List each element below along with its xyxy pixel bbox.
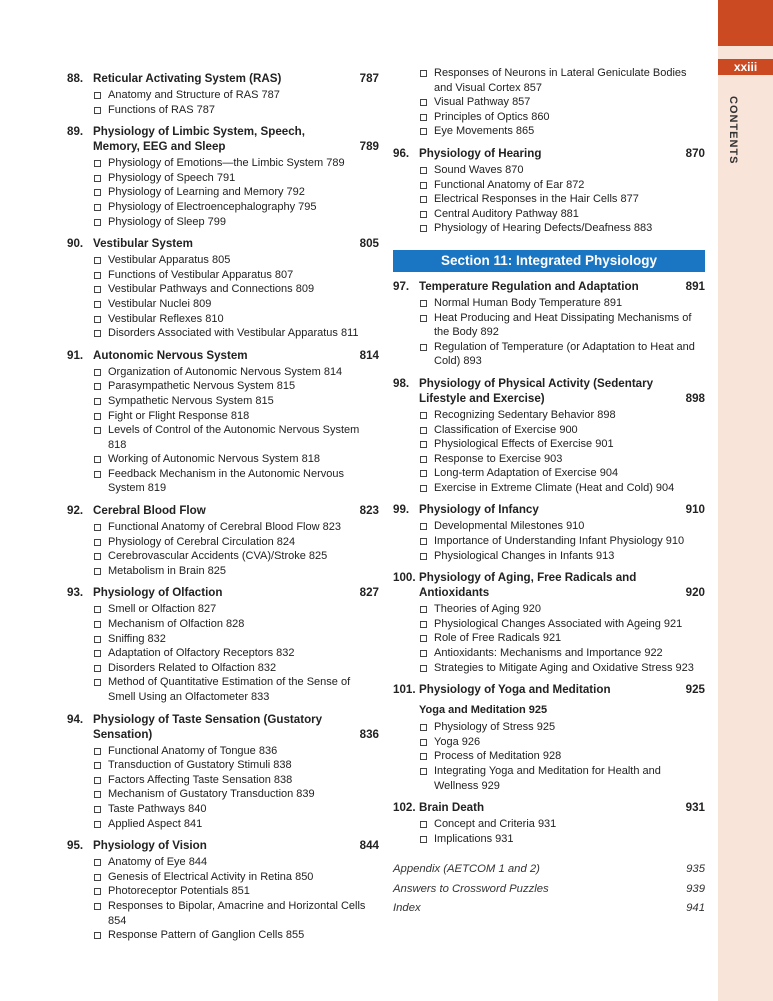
topic-list: [67, 855, 379, 943]
topic-item[interactable]: Exercise in Extreme Climate (Heat and Cold) 904: [419, 481, 705, 496]
topic-item[interactable]: Physiological Changes in Infants 913: [419, 549, 705, 564]
topic-item[interactable]: Concept and Criteria 931: [419, 817, 705, 832]
topic-item[interactable]: Importance of Understanding Infant Physiology 910: [419, 534, 705, 549]
topic-item[interactable]: Developmental Milestones 910: [419, 519, 705, 534]
chapter-number: 89.: [67, 125, 84, 139]
topic-item[interactable]: Physiology of Emotions—the Limbic System 789: [93, 156, 379, 171]
topic-list: [393, 720, 705, 793]
topic-item[interactable]: Recognizing Sedentary Behavior 898: [419, 408, 705, 423]
topic-item[interactable]: Transduction of Gustatory Stimuli 838: [93, 758, 379, 773]
chapter-heading[interactable]: [67, 71, 379, 86]
chapter-title: Reticular Activating System (RAS): [93, 72, 282, 85]
appendix-title: Answers to Crossword Puzzles: [393, 882, 549, 895]
topic-item[interactable]: Strategies to Mitigate Aging and Oxidative Stress 923: [419, 661, 705, 676]
topic-item[interactable]: Physiology of Electroencephalography 795: [93, 200, 379, 215]
topic-item[interactable]: Eye Movements 865: [419, 124, 705, 139]
chapter-heading[interactable]: [393, 376, 705, 406]
topic-item[interactable]: Visual Pathway 857: [419, 95, 705, 110]
topic-list: [393, 602, 705, 675]
topic-item[interactable]: Applied Aspect 841: [93, 817, 379, 832]
topic-item[interactable]: Functional Anatomy of Ear 872: [419, 178, 705, 193]
chapter-page: 805: [359, 237, 379, 251]
chapter-heading[interactable]: [393, 682, 705, 697]
chapter-entry: [67, 71, 379, 117]
chapter-page: 925: [685, 683, 705, 697]
chapter-page: 827: [359, 586, 379, 600]
topic-item[interactable]: Parasympathetic Nervous System 815: [93, 379, 379, 394]
topic-item[interactable]: Functions of Vestibular Apparatus 807: [93, 268, 379, 283]
topic-item[interactable]: Genesis of Electrical Activity in Retina 850: [93, 870, 379, 885]
chapter-title: Vestibular System: [93, 237, 193, 251]
chapter-number: 90.: [67, 237, 84, 251]
chapter-group: [393, 279, 705, 675]
topic-item[interactable]: Anatomy of Eye 844: [93, 855, 379, 870]
chapter-title: Physiology of Yoga and Meditation: [419, 683, 611, 697]
appendix-title: Index: [393, 902, 421, 915]
chapter-number: 91.: [67, 348, 84, 362]
chapter-entry: [67, 585, 379, 704]
appendix-page: 939: [686, 882, 705, 895]
topic-list: [393, 408, 705, 496]
chapter-number: 92.: [67, 504, 84, 518]
topic-item[interactable]: Fight or Flight Response 818: [93, 409, 379, 424]
topic-list: [393, 163, 705, 236]
topic-item[interactable]: Implications 931: [419, 832, 705, 847]
topic-item[interactable]: Functions of RAS 787: [93, 103, 379, 118]
topic-item[interactable]: Response to Exercise 903: [419, 452, 705, 467]
chapter-number: 88.: [67, 72, 84, 85]
chapter-title: Physiology of Olfaction: [93, 586, 223, 600]
chapter-number: 96.: [393, 146, 410, 160]
chapter-number: 102.: [393, 801, 416, 815]
chapter-page: 789: [359, 140, 379, 154]
topic-item[interactable]: Heat Producing and Heat Dissipating Mechanisms of the Body 892: [419, 311, 705, 340]
chapter-number: 101.: [393, 683, 416, 697]
topic-item[interactable]: Electrical Responses in the Hair Cells 877: [419, 192, 705, 207]
appendix-list: [393, 860, 705, 919]
chapter-title: Physiology of Taste Sensation (Gustatory Sensation): [93, 712, 323, 741]
chapter-heading[interactable]: [393, 279, 705, 294]
topic-list: [67, 156, 379, 229]
topic-item[interactable]: Regulation of Temperature (or Adaptation to Heat and Cold) 893: [419, 340, 705, 369]
corner-block: [718, 0, 773, 46]
chapter-entry: [67, 236, 379, 341]
chapter-title: Physiology of Vision: [93, 839, 207, 853]
chapter-title: Physiology of Infancy: [419, 503, 539, 517]
topic-item[interactable]: Vestibular Apparatus 805: [93, 253, 379, 268]
chapter-heading[interactable]: [67, 585, 379, 600]
chapter-entry: [67, 503, 379, 578]
chapter-heading[interactable]: [393, 800, 705, 815]
topic-list: [67, 520, 379, 578]
topic-item[interactable]: Process of Meditation 928: [419, 749, 705, 764]
subheading: Yoga and Meditation 925: [419, 704, 548, 717]
topic-item[interactable]: Levels of Control of the Autonomic Nervous System 818: [93, 423, 379, 452]
chapter-heading[interactable]: [67, 348, 379, 363]
topic-item[interactable]: Physiological Changes Associated with Ageing 921: [419, 617, 705, 632]
chapter-title: Temperature Regulation and Adaptation: [419, 279, 639, 293]
topic-item[interactable]: Responses to Bipolar, Amacrine and Horizontal Cells 854: [93, 899, 379, 928]
chapter-heading[interactable]: [393, 146, 705, 161]
topic-item[interactable]: Functional Anatomy of Cerebral Blood Flow 823: [93, 520, 379, 535]
topic-item[interactable]: Role of Free Radicals 921: [419, 631, 705, 646]
topic-item[interactable]: Working of Autonomic Nervous System 818: [93, 452, 379, 467]
topic-item[interactable]: Disorders Associated with Vestibular Apparatus 811: [93, 326, 379, 341]
topic-item[interactable]: Vestibular Pathways and Connections 809: [93, 282, 379, 297]
topic-list: [67, 253, 379, 341]
topic-list: [67, 602, 379, 704]
topic-item[interactable]: Factors Affecting Taste Sensation 838: [93, 773, 379, 788]
topic-item[interactable]: Functional Anatomy of Tongue 836: [93, 744, 379, 759]
section-banner: Section 11: Integrated Physiology: [393, 250, 705, 272]
chapter-heading[interactable]: [67, 838, 379, 853]
chapter-entry: [393, 502, 705, 563]
appendix-page: 935: [686, 863, 705, 876]
topic-item[interactable]: Method of Quantitative Estimation of the Sense of Smell Using an Olfactometer 833: [93, 675, 379, 704]
chapter-title: Physiology of Physical Activity (Sedentary Lifestyle and Exercise): [419, 376, 654, 405]
chapter-heading[interactable]: [67, 236, 379, 251]
chapter-heading[interactable]: [67, 124, 379, 154]
chapter-number: 94.: [67, 712, 84, 726]
chapter-heading[interactable]: [393, 502, 705, 517]
topic-item[interactable]: Cerebrovascular Accidents (CVA)/Stroke 825: [93, 549, 379, 564]
chapter-number: 100.: [393, 571, 416, 585]
chapter-number: 95.: [67, 839, 84, 853]
chapter-entry: [67, 712, 379, 832]
appendix-page: 941: [686, 902, 705, 915]
topic-item[interactable]: Disorders Related to Olfaction 832: [93, 661, 379, 676]
topic-item[interactable]: Metabolism in Brain 825: [93, 564, 379, 579]
appendix-row[interactable]: [393, 860, 705, 880]
topic-item[interactable]: Long-term Adaptation of Exercise 904: [419, 466, 705, 481]
topic-item[interactable]: Anatomy and Structure of RAS 787: [93, 88, 379, 103]
topic-item[interactable]: Sound Waves 870: [419, 163, 705, 178]
chapter-title: Physiology of Limbic System, Speech, Memory, EEG and Sleep: [93, 125, 305, 154]
topic-item[interactable]: Taste Pathways 840: [93, 802, 379, 817]
topic-item[interactable]: Sniffing 832: [93, 632, 379, 647]
topic-item[interactable]: Yoga 926: [419, 735, 705, 750]
chapter-title: Brain Death: [419, 801, 485, 815]
topic-item[interactable]: Physiology of Hearing Defects/Deafness 883: [419, 221, 705, 236]
chapter-page: 814: [359, 348, 379, 362]
appendix-title: Appendix (AETCOM 1 and 2): [393, 863, 540, 876]
topic-item[interactable]: Principles of Optics 860: [419, 110, 705, 125]
continued-topic-list: [393, 66, 705, 139]
chapter-heading[interactable]: [393, 570, 705, 600]
chapter-page: 844: [359, 839, 379, 853]
topic-list: [67, 744, 379, 832]
chapter-heading[interactable]: [67, 712, 379, 742]
chapter-page: 910: [685, 503, 705, 517]
topic-item[interactable]: Response Pattern of Ganglion Cells 855: [93, 928, 379, 943]
topic-item[interactable]: Mechanism of Gustatory Transduction 839: [93, 787, 379, 802]
topic-item[interactable]: Normal Human Body Temperature 891: [419, 296, 705, 311]
topic-list: [393, 519, 705, 563]
chapter-page: 823: [359, 504, 379, 518]
chapter-page: 787: [359, 72, 379, 85]
left-column: [67, 64, 379, 943]
topic-item[interactable]: Vestibular Nuclei 809: [93, 297, 379, 312]
chapter-entry: [393, 146, 705, 236]
chapter-entry: [67, 838, 379, 943]
chapter-title: Cerebral Blood Flow: [93, 504, 206, 518]
contents-side-label: CONTENTS: [727, 96, 739, 165]
chapter-page: 836: [359, 727, 379, 741]
topic-item[interactable]: Feedback Mechanism in the Autonomic Nervous System 819: [93, 467, 379, 496]
chapter-entry: [393, 570, 705, 675]
chapter-page: 931: [685, 801, 705, 815]
chapter-title: Physiology of Aging, Free Radicals and Antioxidants: [419, 571, 637, 600]
chapter-title: Physiology of Hearing: [419, 146, 542, 160]
topic-item[interactable]: Antioxidants: Mechanisms and Importance 922: [419, 646, 705, 661]
topic-item[interactable]: Integrating Yoga and Meditation for Health and Wellness 929: [419, 764, 705, 793]
chapter-page: 870: [685, 146, 705, 160]
topic-item[interactable]: Physiology of Speech 791: [93, 171, 379, 186]
topic-item[interactable]: Organization of Autonomic Nervous System 814: [93, 365, 379, 380]
topic-item[interactable]: Classification of Exercise 900: [419, 423, 705, 438]
page-number: xxiii: [718, 59, 773, 75]
chapter-entry: [393, 376, 705, 496]
topic-list: [67, 365, 379, 496]
topic-list: [67, 88, 379, 117]
chapter-heading[interactable]: [67, 503, 379, 518]
chapter-number: 97.: [393, 279, 410, 293]
topic-item[interactable]: Central Auditory Pathway 881: [419, 207, 705, 222]
chapter-entry: [393, 279, 705, 369]
chapter-number: 98.: [393, 376, 410, 390]
chapter-entry: [393, 800, 705, 846]
topic-item[interactable]: Mechanism of Olfaction 828: [93, 617, 379, 632]
topic-item[interactable]: Physiology of Stress 925: [419, 720, 705, 735]
chapter-group: [393, 146, 705, 236]
chapter-page: 891: [685, 279, 705, 293]
chapter-entry: [393, 682, 705, 793]
chapter-page: 898: [685, 391, 705, 405]
topic-item[interactable]: Physiological Effects of Exercise 901: [419, 437, 705, 452]
right-column: [393, 64, 705, 919]
topic-item[interactable]: Photoreceptor Potentials 851: [93, 884, 379, 899]
topic-item[interactable]: Vestibular Reflexes 810: [93, 312, 379, 327]
appendix-row[interactable]: [393, 880, 705, 900]
topic-list: [393, 296, 705, 369]
chapter-entry: [67, 124, 379, 229]
appendix-row[interactable]: [393, 899, 705, 919]
topic-item[interactable]: Physiology of Sleep 799: [93, 215, 379, 230]
topic-item[interactable]: Physiology of Learning and Memory 792: [93, 185, 379, 200]
topic-item[interactable]: Theories of Aging 920: [419, 602, 705, 617]
chapter-page: 920: [685, 586, 705, 600]
chapter-number: 99.: [393, 503, 410, 517]
chapter-entry: [67, 348, 379, 496]
topic-item[interactable]: Physiology of Cerebral Circulation 824: [93, 535, 379, 550]
topic-item[interactable]: Responses of Neurons in Lateral Geniculate Bodies and Visual Cortex 857: [419, 66, 705, 95]
topic-item[interactable]: Adaptation of Olfactory Receptors 832: [93, 646, 379, 661]
chapter-number: 93.: [67, 586, 84, 600]
topic-item[interactable]: Smell or Olfaction 827: [93, 602, 379, 617]
chapter-title: Autonomic Nervous System: [93, 348, 248, 362]
topic-item[interactable]: Sympathetic Nervous System 815: [93, 394, 379, 409]
topic-list: [393, 817, 705, 846]
